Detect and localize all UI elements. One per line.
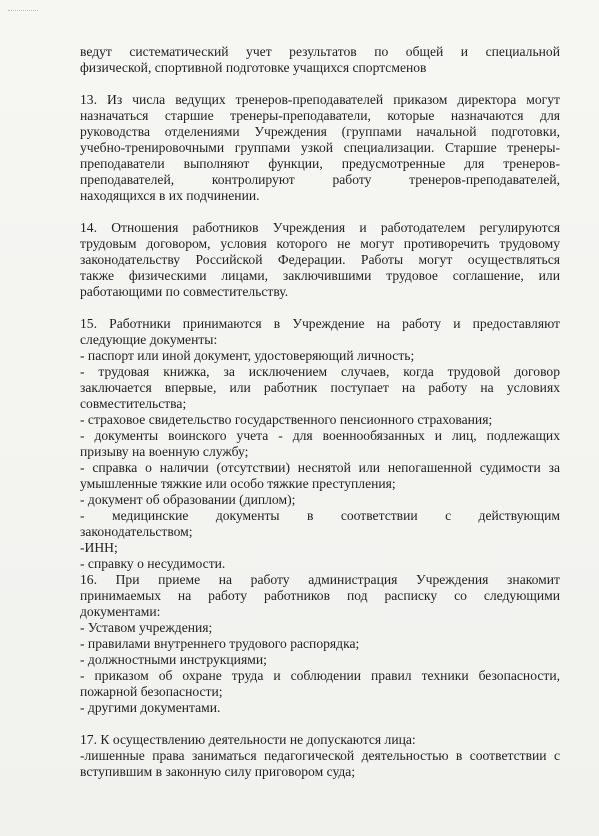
text-line: назначаться старшие тренеры-преподаватели, которые назначаются для — [80, 108, 560, 123]
text-line: - медицинские документы в соответствии с действующим — [80, 508, 560, 523]
text-line: 13. Из числа ведущих тренеров-преподавателей приказом директора могут — [80, 92, 560, 107]
text-line: - справку о несудимости. — [80, 556, 226, 571]
text-line: трудовым договором, условия которого не могут противоречить трудовому — [80, 236, 560, 251]
text-line: работающими по совместительству. — [80, 284, 289, 299]
text-line: законодательством; — [80, 524, 193, 539]
text-line: находящихся в их подчинении. — [80, 188, 260, 203]
text-line: 16. При приеме на работу администрация Учреждения знакомит — [80, 572, 560, 587]
text-line: руководства отделениями Учреждения (группами начальной подготовки, — [80, 124, 560, 139]
text-line: физической, спортивной подготовке учащихся спортсменов — [80, 60, 427, 75]
text-line: ведут систематический учет результатов по общей и специальной — [80, 44, 560, 59]
text-line: 15. Работники принимаются в Учреждение на работу и предоставляют — [80, 316, 560, 331]
text-line: - документ об образовании (диплом); — [80, 492, 296, 507]
text-line: законодательству Российской Федерации. Работы могут осуществляться — [80, 252, 560, 267]
text-line: также физическими лицами, заключившими трудовое соглашение, или — [80, 268, 560, 283]
text-line: преподавателей, контролируют работу тренеров-преподавателей, — [80, 172, 560, 187]
text-line: заключается впервые, или работник поступает на работу на условиях — [80, 380, 560, 395]
text-line: призыву на военную службу; — [80, 444, 249, 459]
text-line: - другими документами. — [80, 700, 221, 715]
paragraph-gap — [80, 204, 560, 220]
paragraph-block — [80, 220, 560, 300]
text-line: 17. К осуществлению деятельности не допускаются лица: — [80, 732, 416, 747]
document-body — [80, 44, 560, 780]
text-line: учебно-тренировочными группами узкой специализации. Старшие тренеры- — [80, 140, 560, 155]
text-line: пожарной безопасности; — [80, 684, 223, 699]
text-line: следующие документы: — [80, 332, 218, 347]
paragraph-block — [80, 44, 560, 76]
paragraph-block — [80, 92, 560, 204]
text-line: 14. Отношения работников Учреждения и работодателем регулируются — [80, 220, 560, 235]
text-line: совместительства; — [80, 396, 187, 411]
text-line: - должностными инструкциями; — [80, 652, 267, 667]
text-line: документами: — [80, 604, 161, 619]
text-line: - трудовая книжка, за исключением случаев, когда трудовой договор — [80, 364, 560, 379]
text-line: - справка о наличии (отсутствии) неснятой или непогашенной судимости за — [80, 460, 560, 475]
text-line: вступившим в законную силу приговором суда; — [80, 764, 356, 779]
text-line: - паспорт или иной документ, удостоверяющий личность; — [80, 348, 415, 363]
text-line: - страховое свидетельство государственного пенсионного страхования; — [80, 412, 493, 427]
scan-mark — [8, 10, 38, 15]
text-line: - правилами внутреннего трудового распорядка; — [80, 636, 360, 651]
text-line: -ИНН; — [80, 540, 118, 555]
text-line: - Уставом учреждения; — [80, 620, 213, 635]
text-line: - документы воинского учета - для военнообязанных и лиц, подлежащих — [80, 428, 560, 443]
text-line: - приказом об охране труда и соблюдении правил техники безопасности, — [80, 668, 560, 683]
paragraph-gap — [80, 716, 560, 732]
paragraph-gap — [80, 300, 560, 316]
paragraph-gap — [80, 76, 560, 92]
text-line: -лишенные права заниматься педагогической деятельностью в соответствии с — [80, 748, 560, 763]
paragraph-block — [80, 732, 560, 780]
paragraph-block — [80, 316, 560, 716]
text-line: умышленные тяжкие или особо тяжкие преступления; — [80, 476, 396, 491]
text-line: преподаватели выполняют функции, предусмотренные для тренеров- — [80, 156, 560, 171]
text-line: принимаемых на работу работников под расписку со следующими — [80, 588, 560, 603]
